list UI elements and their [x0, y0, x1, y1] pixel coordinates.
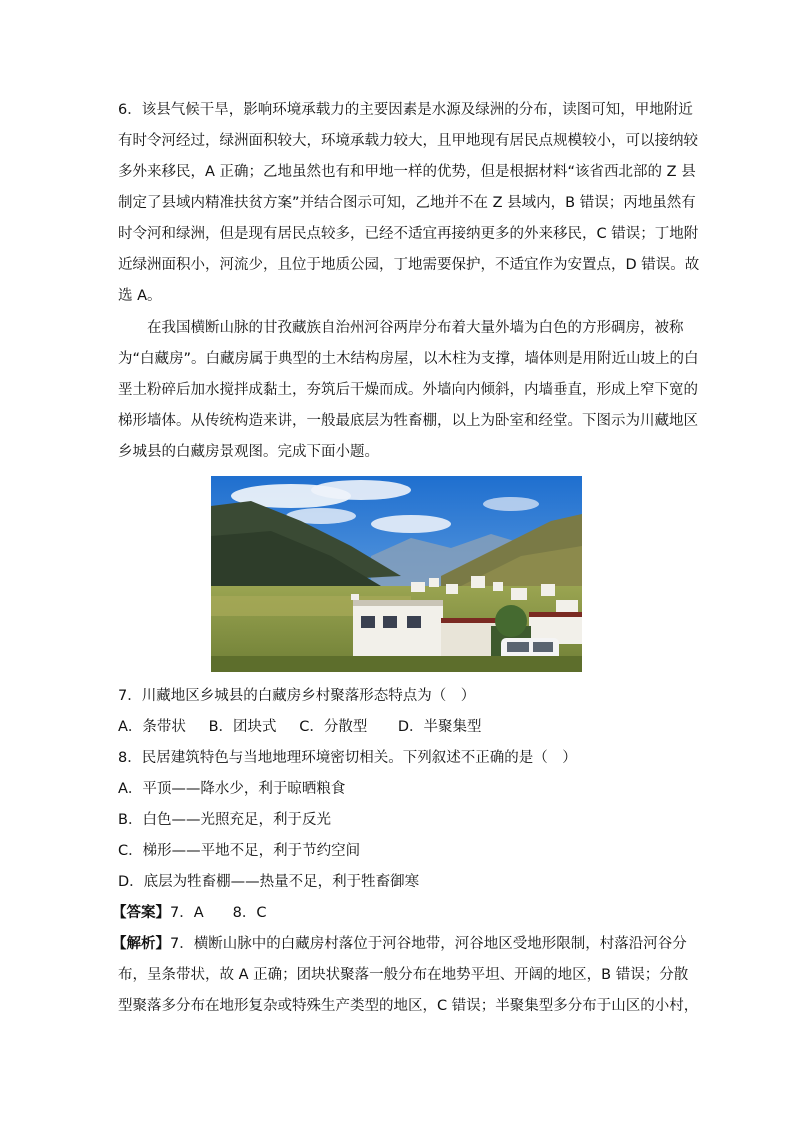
q8-option-b[interactable]: B．白色——光照充足，利于反光	[118, 812, 331, 828]
q8-option-a[interactable]: A．平顶——降水少，利于晾晒粮食	[118, 781, 346, 797]
q6-line: 6．该县气候干旱，影响环境承载力的主要因素是水源及绿洲的分布，读图可知，甲地附近	[118, 102, 693, 118]
q7-option-d[interactable]: D．半聚集型	[397, 719, 482, 735]
answer-line	[112, 903, 267, 923]
q7-option-c[interactable]: C．分散型	[299, 719, 368, 735]
analysis-line: 型聚落多分布在地形复杂或特殊生产类型的地区，C 错误；半聚集型多分布于山区的小村，	[118, 998, 699, 1014]
material-line: 乡城县的白藏房景观图。完成下面小题。	[118, 444, 379, 460]
question-7-options	[118, 717, 482, 737]
q6-line: 制定了县域内精准扶贫方案”并结合图示可知，乙地并不在 Z 县域内，B 错误；丙地虽然有	[118, 195, 696, 211]
analysis-line: 布，呈条带状，故 A 正确；团块状聚落一般分布在地势平坦、开阔的地区，B 错误；分散	[118, 967, 689, 983]
question-8-stem: 8．民居建筑特色与当地地理环境密切相关。下列叙述不正确的是（ ）	[118, 750, 577, 766]
q7-option-b[interactable]: B．团块式	[208, 719, 277, 735]
q7-option-a[interactable]: A．条带状	[118, 719, 186, 735]
material-paragraph	[118, 313, 699, 468]
white-tibetan-house-photo	[211, 476, 582, 672]
material-line: 为“白藏房”。白藏房属于典型的土木结构房屋，以木柱为支撑，墙体则是用附近山坡上的白	[118, 351, 699, 367]
q8-option-d[interactable]: D．底层为牲畜棚——热量不足，利于牲畜御寒	[118, 874, 420, 890]
answer-text: 7．A 8．C	[170, 905, 267, 921]
analysis-line	[112, 929, 687, 960]
q6-line: 多外来移民，A 正确；乙地虽然也有和甲地一样的优势，但是根据材料“该省西北部的 Z 县	[118, 164, 696, 180]
analysis-text: 7．横断山脉中的白藏房村落位于河谷地带，河谷地区受地形限制，村落沿河谷分	[170, 936, 687, 952]
q8-option-c[interactable]: C．梯形——平地不足，利于节约空间	[118, 843, 361, 859]
answer-label: 【答案】	[112, 905, 170, 921]
analysis-paragraph	[112, 929, 699, 1022]
q6-line: 近绿洲面积小，河流少，且位于地质公园，丁地需要保护，不适宜作为安置点，D 错误。故	[118, 257, 700, 273]
q6-explanation	[118, 95, 700, 312]
q6-line: 时令河和绿洲，但是现有居民点较多，已经不适宜再接纳更多的外来移民，C 错误；丁地附	[118, 226, 699, 242]
q6-line: 有时令河经过，绿洲面积较大，环境承载力较大，且甲地现有居民点规模较小，可以接纳较	[118, 133, 698, 149]
question-7-stem: 7．川藏地区乡城县的白藏房乡村聚落形态特点为（ ）	[118, 688, 476, 704]
analysis-label: 【解析】	[112, 936, 170, 952]
material-line: 梯形墙体。从传统构造来讲，一般最底层为牲畜棚，以上为卧室和经堂。下图示为川藏地区	[118, 413, 698, 429]
material-line: 在我国横断山脉的甘孜藏族自治州河谷两岸分布着大量外墙为白色的方形碉房，被称	[147, 320, 684, 336]
q6-line: 选 A。	[118, 288, 162, 304]
material-line: 垩土粉碎后加水搅拌成黏土，夯筑后干燥而成。外墙向内倾斜，内墙垂直，形成上窄下宽的	[118, 382, 698, 398]
